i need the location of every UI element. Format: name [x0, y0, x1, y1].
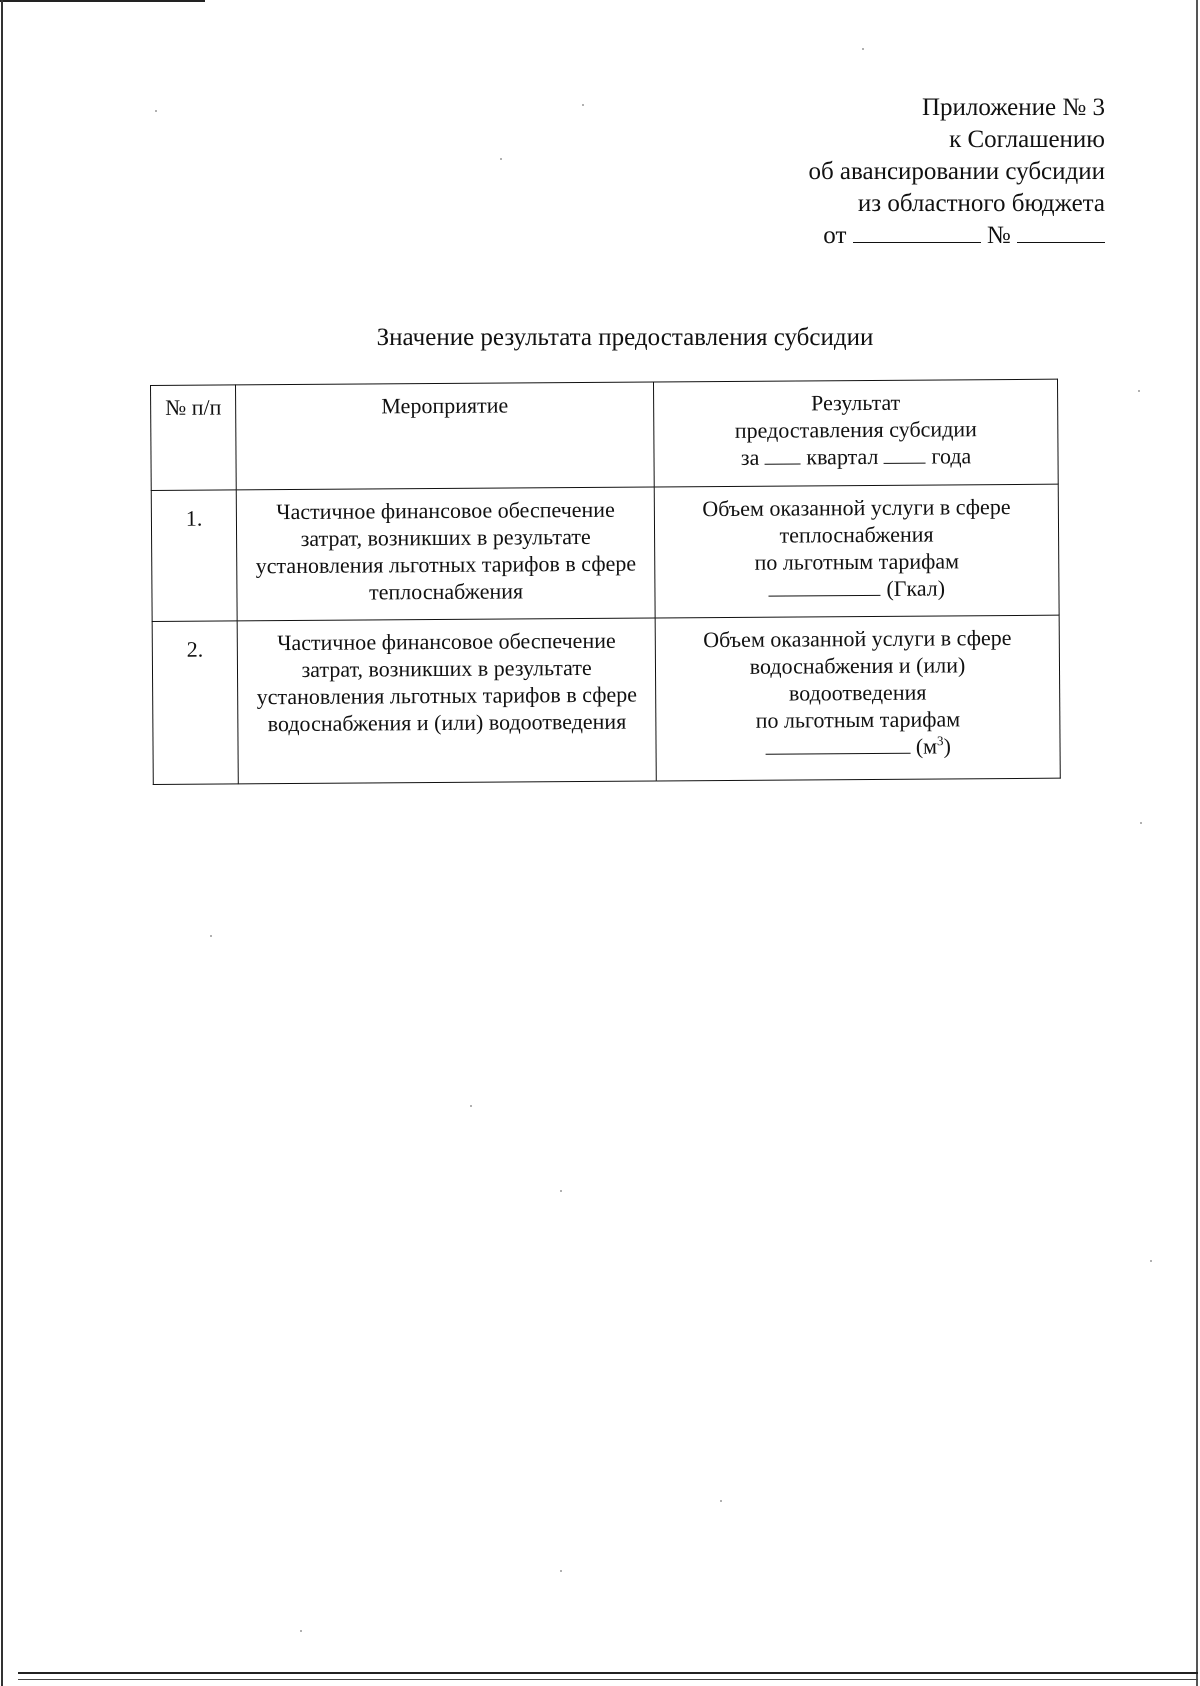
row-event: Частичное финансовое обеспечение затрат, возникших в результате установления льготных тарифов в сфере водоснабжения и (или) водоотведения [237, 618, 656, 784]
result-line1: Объем оказанной услуги в сфере [702, 493, 1011, 522]
scan-edge-bottom-secondary [18, 1679, 1198, 1680]
scan-speck [560, 1190, 562, 1192]
header-result-line1: Результат [811, 389, 901, 416]
result-line2: водоснабжения и (или) [749, 652, 966, 679]
unit-superscript: 3 [936, 733, 944, 749]
number-blank [1017, 222, 1105, 243]
scan-speck [1140, 822, 1142, 824]
header-result-line2: предоставления субсидии [734, 416, 977, 443]
row-num: 2. [152, 621, 238, 785]
scan-speck [300, 1630, 302, 1632]
document-title: Значение результата предоставления субсидии [376, 324, 874, 351]
unit-base: (м [915, 733, 938, 759]
result-line1: Объем оказанной услуги в сфере [703, 624, 1012, 653]
appendix-number: Приложение № 3 [921, 94, 1105, 121]
appendix-header [685, 92, 1105, 252]
date-blank [853, 222, 981, 243]
header-za: за [740, 444, 760, 470]
scan-speck [1150, 1260, 1152, 1262]
table-header-row [151, 379, 1059, 490]
row-event: Частичное финансовое обеспечение затрат, возникших в результате установления льготных тарифов в сфере теплоснабжения [236, 487, 655, 621]
result-line2: теплоснабжения [779, 521, 934, 548]
scan-speck [862, 48, 864, 50]
value-blank [769, 575, 881, 597]
date-number-line [685, 220, 1105, 252]
scan-speck [1138, 390, 1140, 392]
table-row [151, 484, 1059, 621]
agreement-reference: к Соглашению [949, 126, 1105, 153]
year-blank [884, 443, 926, 464]
quarter-blank [765, 443, 801, 464]
scan-speck [720, 1500, 722, 1502]
scan-speck [155, 110, 157, 112]
header-num: № п/п [151, 385, 237, 491]
header-kvartal: квартал [806, 443, 879, 470]
scan-edge-bottom [18, 1672, 1198, 1674]
header-result-period [663, 442, 1050, 472]
scan-speck [582, 104, 584, 106]
result-unit: (Гкал) [886, 575, 946, 601]
result-line3: водоотведения [788, 679, 927, 706]
value-blank [765, 733, 910, 755]
row-num: 1. [151, 490, 237, 622]
result-line4: по льготным тарифам [755, 706, 961, 733]
result-line3: по льготным тарифам [754, 548, 960, 575]
header-goda: года [931, 443, 972, 469]
table-row [152, 615, 1060, 784]
result-unit-line [663, 574, 1050, 604]
header-event: Мероприятие [236, 382, 655, 490]
date-prefix: от [823, 222, 847, 249]
scan-speck [500, 158, 502, 160]
scan-speck [560, 1570, 562, 1572]
result-unit-line [665, 732, 1052, 762]
results-table [150, 379, 1061, 785]
result-unit [916, 733, 951, 758]
subsidy-reference: об авансировании субсидии [808, 158, 1105, 185]
budget-reference: из областного бюджета [857, 190, 1105, 217]
scan-speck [470, 1105, 472, 1107]
row-result [654, 484, 1059, 618]
scan-edge-left [1, 0, 3, 1686]
header-result [654, 379, 1059, 487]
unit-close: ) [943, 733, 951, 759]
scan-edge-top [0, 0, 205, 2]
row-result [655, 615, 1060, 781]
scan-speck [210, 935, 212, 937]
scan-edge-right [1196, 0, 1198, 1686]
number-sign: № [986, 222, 1011, 249]
